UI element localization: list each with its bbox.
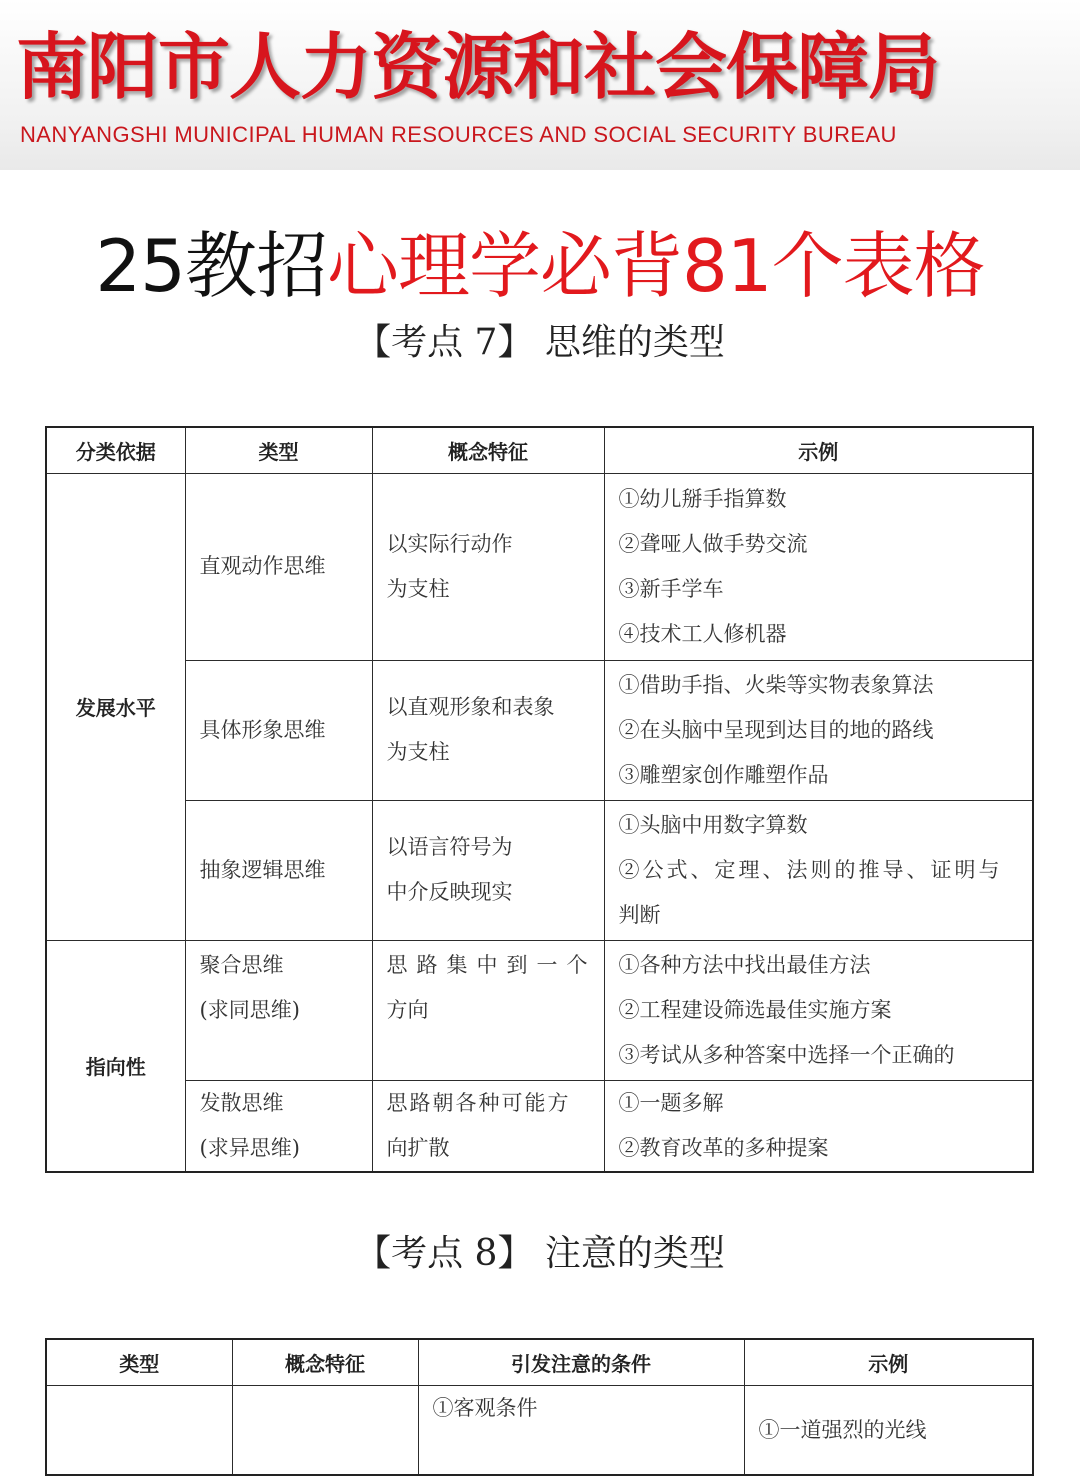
- org-name-cn: 南阳市人力资源和社会保障局: [16, 25, 940, 109]
- type-cell: [185, 1080, 372, 1172]
- example-line: ②聋哑人做手势交流: [618, 531, 808, 556]
- thinking-types-table: [45, 426, 1034, 1173]
- table-header-row: [46, 1339, 1033, 1385]
- main-title-highlight: 心理学必背81个表格: [327, 224, 985, 308]
- example-line: ③新手学车: [618, 576, 724, 601]
- concept-cell: [232, 1385, 418, 1475]
- table-row: [46, 660, 1033, 800]
- concept-line: 方向: [386, 997, 429, 1022]
- header-example: 示例: [604, 427, 1033, 473]
- table-row: [46, 1385, 1033, 1475]
- type-text: 直观动作思维: [199, 554, 326, 578]
- main-title-prefix: 25教招: [95, 224, 327, 308]
- concept-line: 思路集中到一个: [386, 952, 597, 977]
- header-basis: 分类依据: [46, 427, 185, 473]
- example-cell: [744, 1385, 1033, 1475]
- example-line: ③雕塑家创作雕塑作品: [618, 762, 829, 787]
- example-line: ①幼儿掰手指算数: [618, 486, 787, 511]
- example-line: ①各种方法中找出最佳方法: [618, 952, 871, 977]
- concept-line: 为支柱: [386, 740, 450, 764]
- concept-line: 为支柱: [386, 576, 450, 601]
- type-cell: [185, 800, 372, 940]
- type-cell: [185, 660, 372, 800]
- concept-cell: [372, 940, 604, 1080]
- header-example: 示例: [744, 1339, 1033, 1385]
- table-row: [46, 1080, 1033, 1172]
- condition-cell: [418, 1385, 744, 1475]
- type-text: 发散思维: [199, 1090, 284, 1115]
- basis-cell: 指向性: [46, 940, 185, 1172]
- concept-line: 思路朝各种可能方: [386, 1090, 571, 1115]
- example-line: ①一题多解: [618, 1090, 724, 1115]
- example-line: ②在头脑中呈现到达目的地的路线: [618, 717, 934, 742]
- example-line: ②公式、定理、法则的推导、证明与: [618, 857, 1003, 882]
- example-line: ③考试从多种答案中选择一个正确的: [618, 1042, 955, 1067]
- type-cell: [185, 473, 372, 660]
- header-concept: 概念特征: [372, 427, 604, 473]
- concept-line: 向扩散: [386, 1135, 450, 1160]
- header-concept: 概念特征: [232, 1339, 418, 1385]
- example-cell: [604, 473, 1033, 660]
- type-cell: [185, 940, 372, 1080]
- example-cell: [604, 800, 1033, 940]
- type-text: 聚合思维: [199, 952, 284, 977]
- org-name-en: NANYANGSHI MUNICIPAL HUMAN RESOURCES AND SOCIAL SECURITY BUREAU: [20, 122, 897, 147]
- condition-line: ①客观条件: [432, 1395, 538, 1420]
- basis-cell: 发展水平: [46, 473, 185, 940]
- example-line: ②工程建设筛选最佳实施方案: [618, 997, 892, 1022]
- concept-cell: [372, 1080, 604, 1172]
- attention-types-table: [45, 1338, 1034, 1476]
- concept-cell: [372, 660, 604, 800]
- table-row: [46, 940, 1033, 1080]
- section-7-title: 【考点 7】 思维的类型: [355, 322, 725, 363]
- type-cell: [46, 1385, 232, 1475]
- table-row: [46, 800, 1033, 940]
- example-cell: [604, 660, 1033, 800]
- example-line: ②教育改革的多种提案: [618, 1135, 829, 1160]
- concept-cell: [372, 473, 604, 660]
- type-subtext: (求同思维): [199, 997, 300, 1022]
- header-type: 类型: [185, 427, 372, 473]
- header-condition: 引发注意的条件: [418, 1339, 744, 1385]
- table-header-row: [46, 427, 1033, 473]
- table-row: [46, 473, 1033, 660]
- example-cell: [604, 940, 1033, 1080]
- example-line: ①头脑中用数字算数: [618, 812, 808, 837]
- concept-line: 以直观形象和表象: [386, 695, 555, 719]
- type-subtext: (求异思维): [199, 1135, 300, 1160]
- example-cell: [604, 1080, 1033, 1172]
- type-text: 具体形象思维: [199, 717, 326, 742]
- concept-line: 以语言符号为: [386, 835, 513, 859]
- header-type: 类型: [46, 1339, 232, 1385]
- example-line: ④技术工人修机器: [618, 621, 787, 646]
- header-banner: [0, 0, 1080, 170]
- example-line: 判断: [618, 902, 661, 927]
- type-text: 抽象逻辑思维: [199, 857, 326, 882]
- concept-line: 以实际行动作: [386, 531, 513, 556]
- section-8-title: 【考点 8】 注意的类型: [355, 1233, 725, 1274]
- example-line: ①借助手指、火柴等实物表象算法: [618, 672, 934, 697]
- example-line: ①一道强烈的光线: [758, 1417, 927, 1442]
- main-title: [0, 218, 1080, 314]
- concept-cell: [372, 800, 604, 940]
- concept-line: 中介反映现实: [386, 880, 513, 904]
